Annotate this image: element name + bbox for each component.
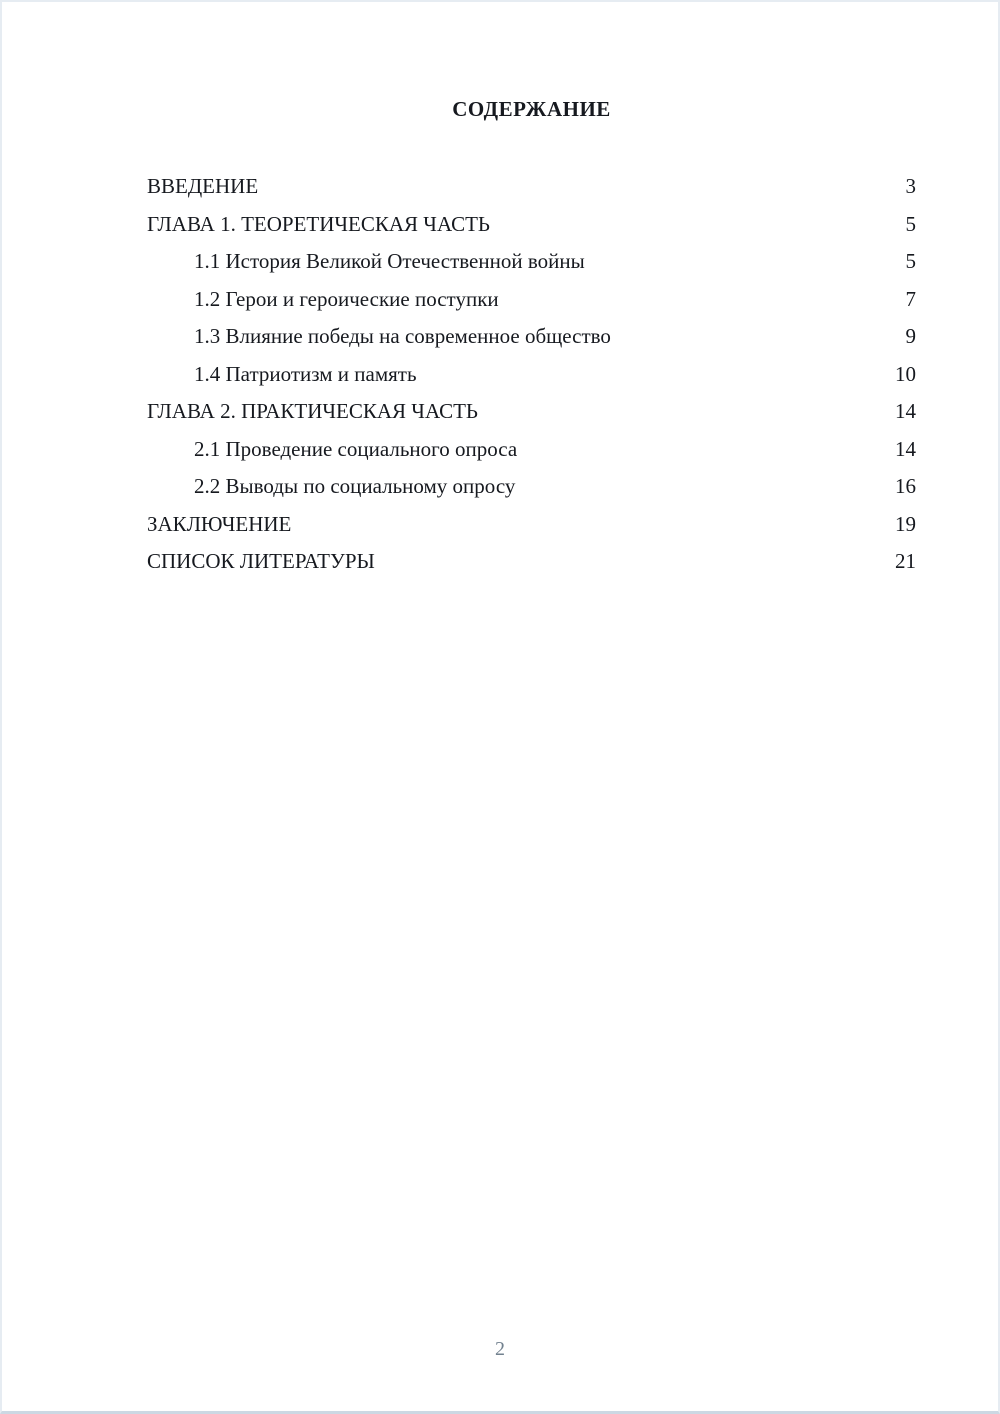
toc-entry xyxy=(147,356,916,394)
toc-entry xyxy=(147,431,916,469)
toc-entry-label: 1.3 Влияние победы на современное общество xyxy=(194,324,611,348)
toc-entry xyxy=(147,506,916,544)
toc-entry xyxy=(147,543,916,581)
page-title: СОДЕРЖАНИЕ xyxy=(452,97,611,121)
toc-entry-page-number: 5 xyxy=(905,211,916,236)
toc-entry xyxy=(147,243,916,281)
toc-entry-label: СПИСОК ЛИТЕРАТУРЫ xyxy=(147,549,375,573)
toc-entry xyxy=(147,168,916,206)
page-content xyxy=(2,2,998,1411)
toc-entry xyxy=(147,318,916,356)
toc-entry-page-number: 21 xyxy=(895,549,916,573)
toc-entry-label: ВВЕДЕНИЕ xyxy=(147,174,259,198)
toc-entry-label: 2.1 Проведение социального опроса xyxy=(194,436,518,461)
toc-entry-page-number: 14 xyxy=(895,436,916,461)
toc-entry-label: ЗАКЛЮЧЕНИЕ xyxy=(147,511,292,536)
toc-entry-page-number: 3 xyxy=(905,174,916,198)
footer-page-number: 2 xyxy=(495,1338,505,1360)
toc-entry-page-number: 16 xyxy=(895,474,916,498)
toc-entry-page-number: 7 xyxy=(905,286,916,311)
toc-list xyxy=(147,168,916,581)
toc-entry-label: 1.1 История Великой Отечественной войны xyxy=(194,249,585,273)
toc-entry-page-number: 9 xyxy=(905,324,916,348)
toc-entry xyxy=(147,281,916,319)
toc-entry xyxy=(147,393,916,431)
toc-entry-label: 2.2 Выводы по социальному опросу xyxy=(194,474,516,498)
toc-entry-page-number: 19 xyxy=(895,511,916,536)
toc-entry-label: ГЛАВА 1. ТЕОРЕТИЧЕСКАЯ ЧАСТЬ xyxy=(147,211,490,236)
toc-entry xyxy=(147,206,916,244)
toc-entry-label: ГЛАВА 2. ПРАКТИЧЕСКАЯ ЧАСТЬ xyxy=(147,399,478,423)
toc-entry-label: 1.2 Герои и героические поступки xyxy=(194,286,499,311)
toc-entry xyxy=(147,468,916,506)
toc-entry-label: 1.4 Патриотизм и память xyxy=(194,361,417,386)
toc-entry-page-number: 14 xyxy=(895,399,916,423)
toc-entry-page-number: 5 xyxy=(905,249,916,273)
toc-entry-page-number: 10 xyxy=(895,361,916,386)
